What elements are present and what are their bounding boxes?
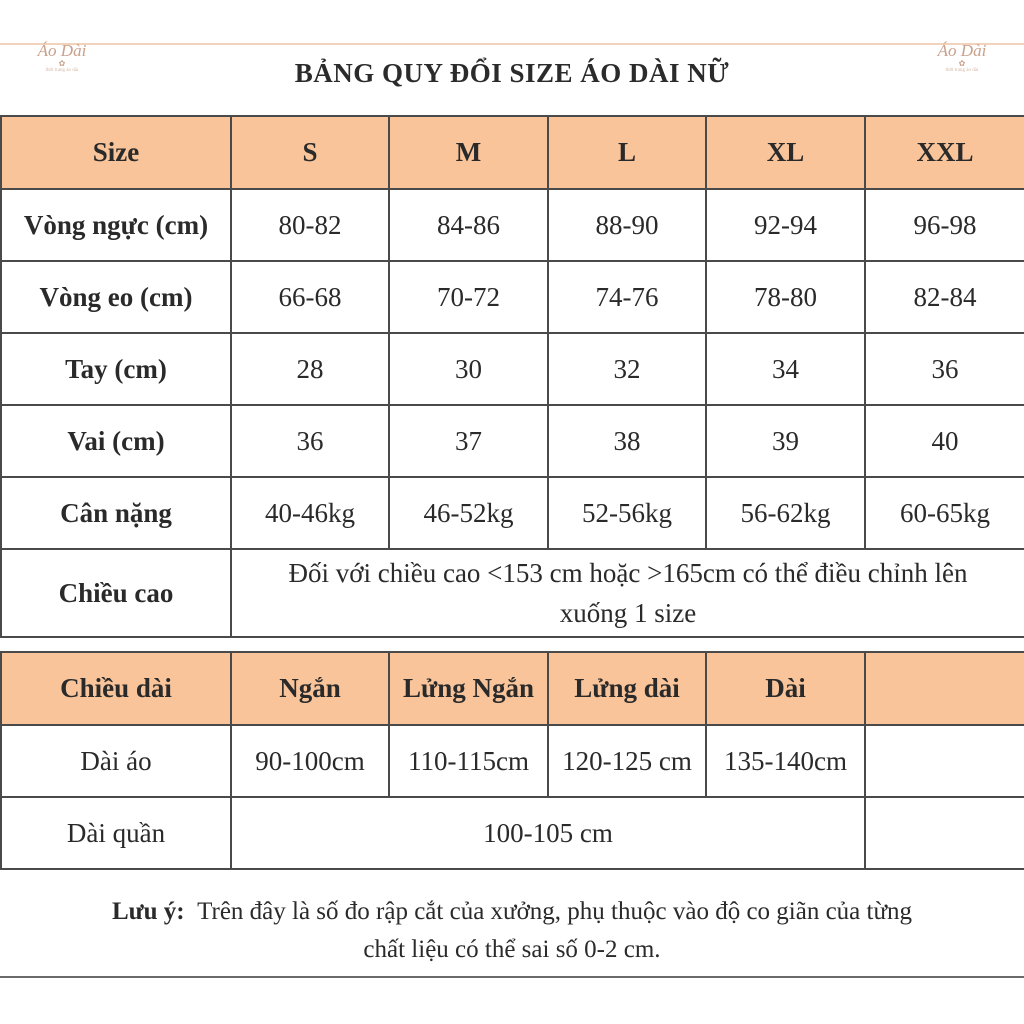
length-header-row (1, 652, 1024, 725)
bottom-divider (0, 976, 1024, 978)
table-cell: 40-46kg (231, 477, 389, 549)
table-cell: 52-56kg (548, 477, 706, 549)
header-cell: Lửng dài (548, 652, 706, 725)
top-divider (0, 43, 1024, 45)
flower-icon: ✿ (958, 59, 966, 68)
table-row (1, 725, 1024, 797)
table-cell: 82-84 (865, 261, 1024, 333)
table-cell: 70-72 (389, 261, 548, 333)
header-cell: M (389, 116, 548, 189)
table-cell: 80-82 (231, 189, 389, 261)
table-cell: 78-80 (706, 261, 865, 333)
logo-tagline: thời trang áo dài (45, 68, 79, 73)
header-cell: Size (1, 116, 231, 189)
footnote-line (0, 893, 1024, 931)
header-cell: XL (706, 116, 865, 189)
table-cell: 66-68 (231, 261, 389, 333)
header-cell: S (231, 116, 389, 189)
height-note-row (1, 549, 1024, 637)
table-row (1, 405, 1024, 477)
table-cell: 40 (865, 405, 1024, 477)
height-note-cell (231, 549, 1024, 637)
row-label: Vòng eo (cm) (1, 261, 231, 333)
table-cell: 120-125 cm (548, 725, 706, 797)
table-cell: 34 (706, 333, 865, 405)
table-row (1, 261, 1024, 333)
row-label: Chiều cao (1, 549, 231, 637)
page-title: BẢNG QUY ĐỔI SIZE ÁO DÀI NỮ (294, 58, 730, 88)
table-cell: 46-52kg (389, 477, 548, 549)
table-cell: 88-90 (548, 189, 706, 261)
table-row (1, 333, 1024, 405)
table-cell: 30 (389, 333, 548, 405)
size-chart-table (0, 115, 1024, 638)
row-label: Cân nặng (1, 477, 231, 549)
table-cell: 96-98 (865, 189, 1024, 261)
logo-tagline: thời trang áo dài (945, 68, 979, 73)
row-label: Dài quần (1, 797, 231, 869)
size-header-row (1, 116, 1024, 189)
table-cell: 39 (706, 405, 865, 477)
row-label: Vòng ngực (cm) (1, 189, 231, 261)
table-cell: 37 (389, 405, 548, 477)
footnote-line: chất liệu có thể sai số 0-2 cm. (363, 936, 661, 963)
table-row (1, 189, 1024, 261)
table-cell: 74-76 (548, 261, 706, 333)
empty-cell (865, 725, 1024, 797)
header-cell: Dài (706, 652, 865, 725)
height-note-line: xuống 1 size (559, 598, 697, 628)
table-cell: 60-65kg (865, 477, 1024, 549)
table-cell: 36 (231, 405, 389, 477)
row-label: Dài áo (1, 725, 231, 797)
table-cell: 56-62kg (706, 477, 865, 549)
row-label: Tay (cm) (1, 333, 231, 405)
footnote-prefix: Lưu ý: (111, 898, 185, 925)
table-cell: 110-115cm (389, 725, 548, 797)
footnote (0, 893, 1024, 969)
table-cell: 32 (548, 333, 706, 405)
header-cell: Chiều dài (1, 652, 231, 725)
height-note-line: Đối với chiều cao <153 cm hoặc >165cm có thể điều chỉnh lên (288, 558, 968, 588)
table-row (1, 797, 1024, 869)
header-cell: L (548, 116, 706, 189)
table-cell: 135-140cm (706, 725, 865, 797)
table-row (1, 477, 1024, 549)
header-cell: Lửng Ngắn (389, 652, 548, 725)
table-cell: 36 (865, 333, 1024, 405)
empty-header-cell (865, 652, 1024, 725)
table-cell: 38 (548, 405, 706, 477)
flower-icon: ✿ (58, 59, 66, 68)
length-chart-table (0, 651, 1024, 870)
header-cell: XXL (865, 116, 1024, 189)
logo-script: Áo Dài (937, 41, 987, 60)
empty-cell (865, 797, 1024, 869)
table-cell: 100-105 cm (231, 797, 865, 869)
table-cell: 84-86 (389, 189, 548, 261)
footnote-text: Trên đây là số đo rập cắt của xưởng, phụ thuộc vào độ co giãn của từng (197, 898, 913, 925)
logo-script: Áo Dài (37, 41, 87, 60)
table-cell: 92-94 (706, 189, 865, 261)
row-label: Vai (cm) (1, 405, 231, 477)
table-cell: 90-100cm (231, 725, 389, 797)
table-cell: 28 (231, 333, 389, 405)
header-cell: Ngắn (231, 652, 389, 725)
